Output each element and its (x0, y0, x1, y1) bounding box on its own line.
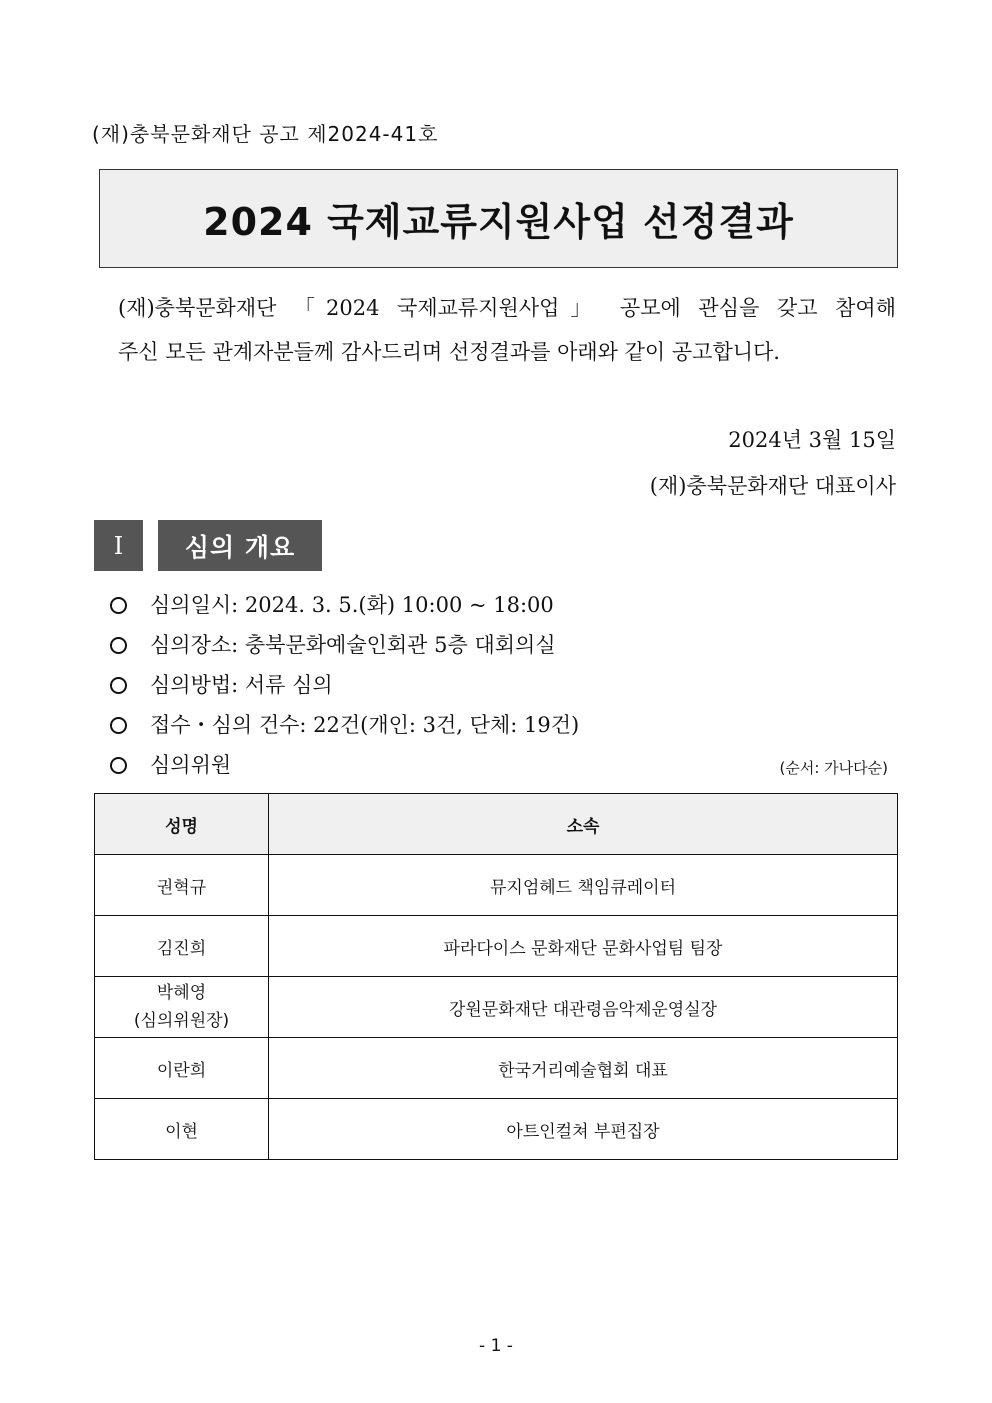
list-item (106, 585, 896, 625)
issue-date: 2024년 3월 15일 (728, 428, 896, 452)
section-number-badge: Ⅰ (94, 520, 143, 571)
member-affiliation: 뮤지엄헤드 책임큐레이터 (269, 855, 898, 916)
member-affiliation: 강원문화재단 대관령음악제운영실장 (269, 977, 898, 1038)
member-name: 이현 (95, 1099, 269, 1160)
member-role: (심의위원장) (133, 1011, 230, 1031)
intro-paragraph (118, 286, 896, 374)
circle-bullet-icon (110, 757, 127, 774)
bullet-text: 심의위원 (150, 753, 232, 777)
order-note: (순서: 가나다순) (779, 759, 888, 777)
member-name: 김진희 (95, 916, 269, 977)
member-affiliation: 파라다이스 문화재단 문화사업팀 팀장 (269, 916, 898, 977)
list-item (106, 665, 896, 705)
table-header-row (95, 794, 898, 855)
bullet-text: 접수・심의 건수: 22건(개인: 3건, 단체: 19건) (150, 713, 580, 737)
bullet-text: 심의일시: 2024. 3. 5.(화) 10:00 ~ 18:00 (150, 593, 554, 617)
bullet-text: 심의장소: 충북문화예술인회관 5층 대회의실 (150, 633, 556, 657)
page-title: 2024 국제교류지원사업 선정결과 (203, 200, 794, 244)
table-row (95, 1038, 898, 1099)
intro-line-2: 주신 모든 관계자분들께 감사드리며 선정결과를 아래와 같이 공고합니다. (118, 340, 780, 364)
page-number: - 1 - (479, 1336, 513, 1356)
member-affiliation: 한국거리예술협회 대표 (269, 1038, 898, 1099)
title-box (99, 169, 898, 268)
header-name: 성명 (95, 794, 269, 855)
table-row (95, 1099, 898, 1160)
list-item (106, 705, 896, 745)
table-row (95, 916, 898, 977)
list-item (106, 625, 896, 665)
notice-number: (재)충북문화재단 공고 제2024-41호 (92, 122, 439, 146)
signer: (재)충북문화재단 대표이사 (649, 474, 896, 498)
intro-line-1: (재)충북문화재단 「2024 국제교류지원사업」 공모에 관심을 갖고 참여해 (118, 296, 896, 320)
member-affiliation: 아트인컬쳐 부편집장 (269, 1099, 898, 1160)
member-name: 박혜영 (심의위원장) (95, 977, 269, 1038)
circle-bullet-icon (110, 597, 127, 614)
section-title: 심의 개요 (158, 520, 322, 571)
list-item (106, 745, 896, 785)
bullet-text: 심의방법: 서류 심의 (150, 673, 333, 697)
circle-bullet-icon (110, 637, 127, 654)
circle-bullet-icon (110, 717, 127, 734)
header-affiliation: 소속 (269, 794, 898, 855)
table-row (95, 855, 898, 916)
circle-bullet-icon (110, 677, 127, 694)
table-row (95, 977, 898, 1038)
member-name: 이란희 (95, 1038, 269, 1099)
member-name: 권혁규 (95, 855, 269, 916)
overview-list (106, 585, 896, 785)
committee-table (94, 793, 898, 1160)
